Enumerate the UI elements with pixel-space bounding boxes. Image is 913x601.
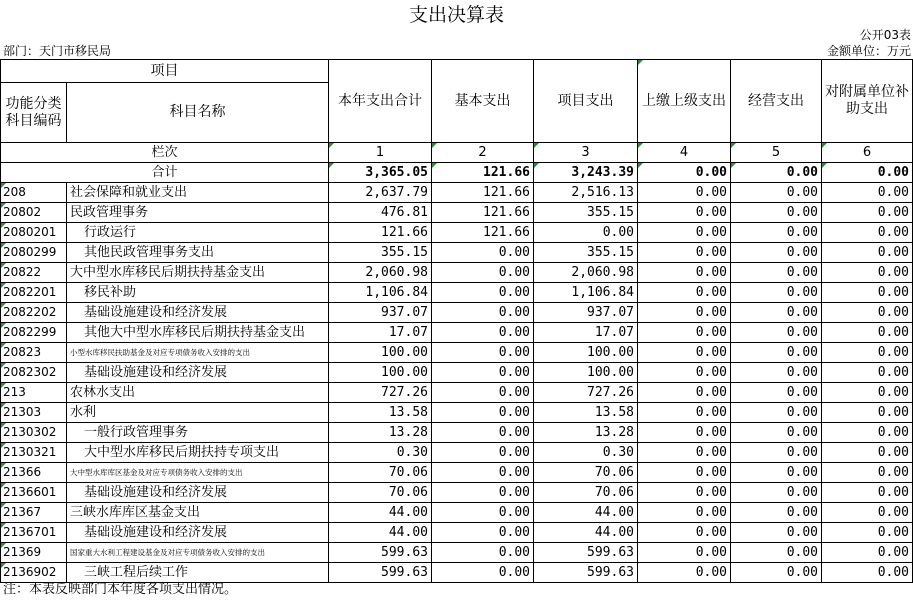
amount-cell: 100.00 <box>534 363 638 383</box>
table-row <box>1 323 913 343</box>
amount-cell: 44.00 <box>329 523 432 543</box>
func-code-cell: 20823 <box>1 343 67 363</box>
amount-cell: 0.00 <box>731 523 822 543</box>
amount-cell: 0.00 <box>731 543 822 563</box>
table-row <box>1 423 913 443</box>
amount-cell: 0.00 <box>638 563 731 583</box>
amount-cell: 0.00 <box>822 423 913 443</box>
amount-cell: 13.28 <box>534 423 638 443</box>
func-code-cell: 2082299 <box>1 323 67 343</box>
func-code-cell: 21369 <box>1 543 67 563</box>
amount-cell: 0.00 <box>432 423 534 443</box>
subject-name-cell: 一般行政管理事务 <box>67 423 329 443</box>
amount-cell: 0.00 <box>432 543 534 563</box>
func-code-cell: 2082201 <box>1 283 67 303</box>
amount-cell: 0.00 <box>822 203 913 223</box>
amount-cell: 1,106.84 <box>534 283 638 303</box>
amount-cell: 0.00 <box>731 463 822 483</box>
subject-name-cell: 基础设施建设和经济发展 <box>67 523 329 543</box>
amount-cell: 0.00 <box>432 563 534 583</box>
amount-cell: 2,060.98 <box>329 263 432 283</box>
amount-cell: 0.00 <box>822 223 913 243</box>
amount-cell: 121.66 <box>432 203 534 223</box>
amount-cell: 44.00 <box>534 503 638 523</box>
amount-cell: 100.00 <box>534 343 638 363</box>
amount-cell: 0.00 <box>432 343 534 363</box>
amount-cell: 0.00 <box>432 323 534 343</box>
page-title: 支出决算表 <box>408 4 504 26</box>
subject-name-cell: 基础设施建设和经济发展 <box>67 303 329 323</box>
amount-cell: 0.00 <box>432 243 534 263</box>
func-code-cell: 2136701 <box>1 523 67 543</box>
col-number: 5 <box>731 143 822 163</box>
amount-cell: 0.00 <box>822 523 913 543</box>
amount-cell: 0.00 <box>638 383 731 403</box>
amount-cell: 0.00 <box>731 363 822 383</box>
table-row <box>1 403 913 423</box>
subject-name-cell: 基础设施建设和经济发展 <box>67 363 329 383</box>
table-mark: 公开03表 <box>859 28 911 42</box>
amount-cell: 0.00 <box>822 563 913 583</box>
amount-cell: 13.58 <box>534 403 638 423</box>
amount-cell: 937.07 <box>329 303 432 323</box>
amount-cell: 0.00 <box>731 503 822 523</box>
col-number: 6 <box>822 143 913 163</box>
func-code-cell: 2136601 <box>1 483 67 503</box>
amount-cell: 0.00 <box>731 403 822 423</box>
amount-cell: 599.63 <box>329 543 432 563</box>
subject-name-cell: 行政运行 <box>67 223 329 243</box>
amount-cell: 0.00 <box>822 443 913 463</box>
amount-cell: 2,637.79 <box>329 183 432 203</box>
amount-cell: 0.00 <box>638 503 731 523</box>
subject-name-cell: 三峡工程后续工作 <box>67 563 329 583</box>
amount-cell: 0.00 <box>638 243 731 263</box>
func-code-cell: 2130321 <box>1 443 67 463</box>
table-row <box>1 443 913 463</box>
amount-cell: 0.00 <box>731 223 822 243</box>
amount-cell: 0.00 <box>432 303 534 323</box>
table-row <box>1 463 913 483</box>
table-row <box>1 223 913 243</box>
amount-cell: 0.00 <box>731 283 822 303</box>
amount-cell: 0.00 <box>638 423 731 443</box>
amount-cell: 0.00 <box>731 303 822 323</box>
subject-name-header: 科目名称 <box>67 83 329 143</box>
table-row <box>1 183 913 203</box>
amount-cell: 0.00 <box>731 383 822 403</box>
func-code-cell: 2082302 <box>1 363 67 383</box>
amount-cell: 937.07 <box>534 303 638 323</box>
total-value: 0.00 <box>638 163 731 183</box>
func-code-cell: 208 <box>1 183 67 203</box>
amount-cell: 0.00 <box>822 263 913 283</box>
table-row <box>1 483 913 503</box>
subject-name-cell: 小型水库移民扶助基金及对应专项债务收入安排的支出 <box>67 343 329 363</box>
amount-cell: 0.00 <box>638 363 731 383</box>
amount-cell: 0.00 <box>822 283 913 303</box>
amount-cell: 0.00 <box>731 183 822 203</box>
footnote: 注：本表反映部门本年度各项支出情况。 <box>3 582 238 597</box>
amount-cell: 599.63 <box>534 563 638 583</box>
amount-cell: 0.00 <box>731 423 822 443</box>
amount-cell: 0.00 <box>638 203 731 223</box>
amount-cell: 0.00 <box>432 403 534 423</box>
amount-cell: 0.00 <box>731 323 822 343</box>
amount-cell: 44.00 <box>534 523 638 543</box>
func-code-cell: 21367 <box>1 503 67 523</box>
amount-cell: 0.00 <box>432 443 534 463</box>
amount-cell: 0.00 <box>822 543 913 563</box>
table-row <box>1 283 913 303</box>
amount-cell: 0.00 <box>638 543 731 563</box>
amount-cell: 0.00 <box>822 323 913 343</box>
table-row <box>1 383 913 403</box>
subject-name-cell: 大中型水库移民后期扶持专项支出 <box>67 443 329 463</box>
amount-cell: 0.00 <box>822 243 913 263</box>
amount-cell: 13.28 <box>329 423 432 443</box>
subject-name-cell: 民政管理事务 <box>67 203 329 223</box>
amount-cell: 0.00 <box>638 403 731 423</box>
amount-cell: 0.00 <box>822 383 913 403</box>
amount-cell: 0.00 <box>638 323 731 343</box>
func-code-cell: 213 <box>1 383 67 403</box>
table-row <box>1 503 913 523</box>
func-code-cell: 21366 <box>1 463 67 483</box>
amount-cell: 0.00 <box>432 503 534 523</box>
subject-name-cell: 水利 <box>67 403 329 423</box>
amount-cell: 0.00 <box>638 283 731 303</box>
amount-cell: 0.00 <box>638 223 731 243</box>
amount-cell: 2,516.13 <box>534 183 638 203</box>
table-row <box>1 303 913 323</box>
amount-cell: 0.00 <box>822 503 913 523</box>
col-header-5: 经营支出 <box>731 60 822 143</box>
table-row <box>1 203 913 223</box>
col-header-6: 对附属单位补助支出 <box>822 60 913 143</box>
amount-cell: 0.00 <box>534 223 638 243</box>
amount-cell: 476.81 <box>329 203 432 223</box>
amount-cell: 0.00 <box>638 483 731 503</box>
amount-cell: 2,060.98 <box>534 263 638 283</box>
amount-cell: 100.00 <box>329 343 432 363</box>
amount-cell: 0.00 <box>638 523 731 543</box>
amount-cell: 0.00 <box>638 343 731 363</box>
func-code-cell: 2080201 <box>1 223 67 243</box>
amount-cell: 0.00 <box>638 463 731 483</box>
table-row <box>1 363 913 383</box>
amount-cell: 121.66 <box>329 223 432 243</box>
subject-name-cell: 大中型水库移民后期扶持基金支出 <box>67 263 329 283</box>
table-row <box>1 243 913 263</box>
subject-name-cell: 大中型水库库区基金及对应专项债务收入安排的支出 <box>67 463 329 483</box>
amount-cell: 0.00 <box>731 263 822 283</box>
amount-cell: 727.26 <box>534 383 638 403</box>
expenditure-table <box>0 59 913 583</box>
table-row <box>1 563 913 583</box>
amount-cell: 0.00 <box>432 463 534 483</box>
amount-cell: 1,106.84 <box>329 283 432 303</box>
amount-cell: 0.00 <box>432 383 534 403</box>
func-code-cell: 20822 <box>1 263 67 283</box>
col-header-3: 项目支出 <box>534 60 638 143</box>
amount-cell: 0.00 <box>432 363 534 383</box>
amount-cell: 0.00 <box>822 403 913 423</box>
amount-cell: 0.00 <box>822 463 913 483</box>
func-code-header: 功能分类科目编码 <box>1 83 67 143</box>
amount-cell: 121.66 <box>432 183 534 203</box>
project-header: 项目 <box>1 60 329 83</box>
subject-name-cell: 移民补助 <box>67 283 329 303</box>
total-label: 合计 <box>1 163 329 183</box>
amount-cell: 100.00 <box>329 363 432 383</box>
amount-cell: 0.00 <box>638 263 731 283</box>
subject-name-cell: 农林水支出 <box>67 383 329 403</box>
amount-cell: 17.07 <box>329 323 432 343</box>
amount-cell: 0.30 <box>329 443 432 463</box>
amount-cell: 0.00 <box>432 483 534 503</box>
amount-cell: 599.63 <box>534 543 638 563</box>
amount-cell: 0.00 <box>432 523 534 543</box>
amount-cell: 70.06 <box>534 463 638 483</box>
col-number: 2 <box>432 143 534 163</box>
table-row <box>1 343 913 363</box>
table-row <box>1 523 913 543</box>
func-code-cell: 20802 <box>1 203 67 223</box>
amount-cell: 0.00 <box>731 483 822 503</box>
func-code-cell: 2082202 <box>1 303 67 323</box>
amount-cell: 0.00 <box>822 483 913 503</box>
subject-name-cell: 其他大中型水库移民后期扶持基金支出 <box>67 323 329 343</box>
func-code-cell: 2080299 <box>1 243 67 263</box>
amount-cell: 0.00 <box>822 303 913 323</box>
amount-cell: 355.15 <box>329 243 432 263</box>
amount-cell: 44.00 <box>329 503 432 523</box>
amount-cell: 0.00 <box>731 343 822 363</box>
amount-cell: 0.00 <box>731 563 822 583</box>
col-header-1: 本年支出合计 <box>329 60 432 143</box>
amount-cell: 0.00 <box>822 183 913 203</box>
amount-cell: 355.15 <box>534 203 638 223</box>
amount-cell: 17.07 <box>534 323 638 343</box>
func-code-cell: 2136902 <box>1 563 67 583</box>
amount-cell: 0.00 <box>638 183 731 203</box>
amount-cell: 13.58 <box>329 403 432 423</box>
amount-cell: 70.06 <box>534 483 638 503</box>
amount-cell: 355.15 <box>534 243 638 263</box>
table-row <box>1 543 913 563</box>
col-number: 4 <box>638 143 731 163</box>
total-value: 3,243.39 <box>534 163 638 183</box>
amount-cell: 0.00 <box>432 263 534 283</box>
amount-cell: 0.30 <box>534 443 638 463</box>
amount-cell: 0.00 <box>731 243 822 263</box>
total-value: 121.66 <box>432 163 534 183</box>
amount-cell: 0.00 <box>638 443 731 463</box>
amount-cell: 121.66 <box>432 223 534 243</box>
amount-cell: 0.00 <box>432 283 534 303</box>
col-header-4: 上缴上级支出 <box>638 60 731 143</box>
amount-cell: 0.00 <box>638 303 731 323</box>
subject-name-cell: 基础设施建设和经济发展 <box>67 483 329 503</box>
subject-name-cell: 国家重大水利工程建设基金及对应专项债务收入安排的支出 <box>67 543 329 563</box>
amount-cell: 727.26 <box>329 383 432 403</box>
subject-name-cell: 社会保障和就业支出 <box>67 183 329 203</box>
total-value: 0.00 <box>822 163 913 183</box>
total-value: 3,365.05 <box>329 163 432 183</box>
amount-cell: 0.00 <box>731 443 822 463</box>
table-row <box>1 263 913 283</box>
subject-name-cell: 其他民政管理事务支出 <box>67 243 329 263</box>
amount-cell: 70.06 <box>329 483 432 503</box>
total-value: 0.00 <box>731 163 822 183</box>
col-number: 1 <box>329 143 432 163</box>
amount-cell: 70.06 <box>329 463 432 483</box>
amount-cell: 0.00 <box>731 203 822 223</box>
col-header-2: 基本支出 <box>432 60 534 143</box>
amount-cell: 0.00 <box>822 343 913 363</box>
unit-label: 金额单位：万元 <box>826 44 911 58</box>
col-number: 3 <box>534 143 638 163</box>
amount-cell: 599.63 <box>329 563 432 583</box>
amount-cell: 0.00 <box>822 363 913 383</box>
subject-name-cell: 三峡水库库区基金支出 <box>67 503 329 523</box>
func-code-cell: 21303 <box>1 403 67 423</box>
func-code-cell: 2130302 <box>1 423 67 443</box>
col-index-label: 栏次 <box>1 143 329 163</box>
department-label: 部门：天门市移民局 <box>3 44 112 58</box>
